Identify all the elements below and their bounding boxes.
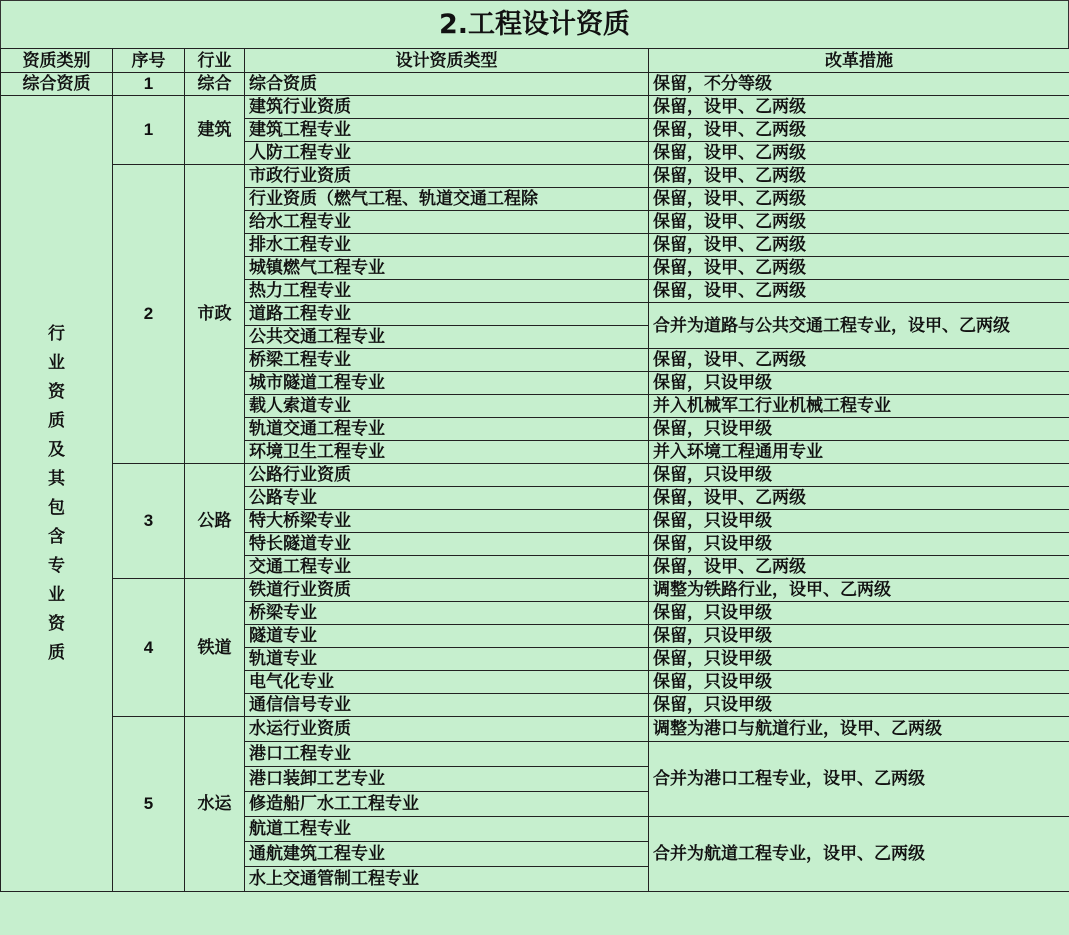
comprehensive-seq: 1 [113,73,185,96]
reform-measure-cell: 并入机械军工行业机械工程专业 [649,395,1069,418]
reform-measure-cell: 合并为道路与公共交通工程专业，设甲、乙两级 [649,303,1069,349]
table-row [1,96,1069,119]
group-industry: 建筑 [185,96,245,165]
qualification-type-cell: 港口装卸工艺专业 [245,767,649,792]
qualification-type-cell: 水运行业资质 [245,717,649,742]
reform-measure-cell: 保留，设甲、乙两级 [649,556,1069,579]
qualification-type-cell: 建筑行业资质 [245,96,649,119]
group-seq: 4 [113,579,185,717]
header-row [1,49,1069,73]
industry-category-label: 行业资质及其包含专业资质 [48,323,65,663]
reform-measure-cell: 保留，设甲、乙两级 [649,487,1069,510]
qualification-type-cell: 行业资质（燃气工程、轨道交通工程除 [245,188,649,211]
reform-measure-cell: 保留，设甲、乙两级 [649,142,1069,165]
qualification-type-cell: 城镇燃气工程专业 [245,257,649,280]
reform-measure-cell: 保留，只设甲级 [649,372,1069,395]
qualification-type-cell: 公路专业 [245,487,649,510]
qualification-type-cell: 桥梁专业 [245,602,649,625]
qualification-type-cell: 轨道专业 [245,648,649,671]
qualification-type-cell: 特长隧道专业 [245,533,649,556]
comprehensive-industry: 综合 [185,73,245,96]
qualification-type-cell: 修造船厂水工工程专业 [245,792,649,817]
group-seq: 2 [113,165,185,464]
qualification-type-cell: 市政行业资质 [245,165,649,188]
qualification-type-cell: 城市隧道工程专业 [245,372,649,395]
reform-measure-cell: 保留，设甲、乙两级 [649,165,1069,188]
reform-measure-cell: 调整为铁路行业，设甲、乙两级 [649,579,1069,602]
table-row [1,579,1069,602]
qualification-type-cell: 隧道专业 [245,625,649,648]
qualification-table [0,48,1069,892]
qualification-type-cell: 排水工程专业 [245,234,649,257]
reform-measure-cell: 合并为航道工程专业，设甲、乙两级 [649,817,1069,892]
group-industry: 市政 [185,165,245,464]
reform-measure-cell: 保留，设甲、乙两级 [649,234,1069,257]
reform-measure-cell: 保留，设甲、乙两级 [649,96,1069,119]
qualification-type-cell: 给水工程专业 [245,211,649,234]
reform-measure-cell: 并入环境工程通用专业 [649,441,1069,464]
qualification-type-cell: 通航建筑工程专业 [245,842,649,867]
header-seq: 序号 [113,49,185,73]
reform-measure-cell: 保留，只设甲级 [649,418,1069,441]
header-category: 资质类别 [1,49,113,73]
header-type: 设计资质类型 [245,49,649,73]
qualification-type-cell: 铁道行业资质 [245,579,649,602]
reform-measure-cell: 保留，只设甲级 [649,464,1069,487]
reform-measure-cell: 保留，只设甲级 [649,602,1069,625]
qualification-type-cell: 港口工程专业 [245,742,649,767]
reform-measure-cell: 调整为港口与航道行业，设甲、乙两级 [649,717,1069,742]
reform-measure-cell: 合并为港口工程专业，设甲、乙两级 [649,742,1069,817]
qualification-type-cell: 电气化专业 [245,671,649,694]
group-industry: 铁道 [185,579,245,717]
group-seq: 1 [113,96,185,165]
reform-measure-cell: 保留，只设甲级 [649,510,1069,533]
comprehensive-category: 综合资质 [1,73,113,96]
comprehensive-row [1,73,1069,96]
reform-measure-cell: 保留，设甲、乙两级 [649,119,1069,142]
reform-measure-cell: 保留，只设甲级 [649,533,1069,556]
qualification-type-cell: 热力工程专业 [245,280,649,303]
reform-measure-cell: 保留，设甲、乙两级 [649,211,1069,234]
qualification-type-cell: 水上交通管制工程专业 [245,867,649,892]
qualification-type-cell: 通信信号专业 [245,694,649,717]
qualification-type-cell: 环境卫生工程专业 [245,441,649,464]
qualification-type-cell: 特大桥梁专业 [245,510,649,533]
comprehensive-type: 综合资质 [245,73,649,96]
qualification-type-cell: 桥梁工程专业 [245,349,649,372]
reform-measure-cell: 保留，只设甲级 [649,671,1069,694]
qualification-type-cell: 航道工程专业 [245,817,649,842]
group-industry: 水运 [185,717,245,892]
table-row [1,165,1069,188]
reform-measure-cell: 保留，只设甲级 [649,694,1069,717]
qualification-type-cell: 公共交通工程专业 [245,326,649,349]
reform-measure-cell: 保留，设甲、乙两级 [649,349,1069,372]
table-row [1,717,1069,742]
reform-measure-cell: 保留，设甲、乙两级 [649,280,1069,303]
header-reform: 改革措施 [649,49,1069,73]
qualification-type-cell: 人防工程专业 [245,142,649,165]
qualification-type-cell: 建筑工程专业 [245,119,649,142]
industry-category-cell [1,96,113,892]
reform-measure-cell: 保留，设甲、乙两级 [649,257,1069,280]
reform-measure-cell: 保留，只设甲级 [649,648,1069,671]
qualification-type-cell: 交通工程专业 [245,556,649,579]
group-industry: 公路 [185,464,245,579]
header-industry: 行业 [185,49,245,73]
group-seq: 3 [113,464,185,579]
qualification-type-cell: 公路行业资质 [245,464,649,487]
reform-measure-cell: 保留，只设甲级 [649,625,1069,648]
qualification-type-cell: 载人索道专业 [245,395,649,418]
comprehensive-reform: 保留，不分等级 [649,73,1069,96]
group-seq: 5 [113,717,185,892]
table-row [1,464,1069,487]
sheet-title: 2.工程设计资质 [0,0,1069,48]
qualification-type-cell: 道路工程专业 [245,303,649,326]
reform-measure-cell: 保留，设甲、乙两级 [649,188,1069,211]
qualification-type-cell: 轨道交通工程专业 [245,418,649,441]
